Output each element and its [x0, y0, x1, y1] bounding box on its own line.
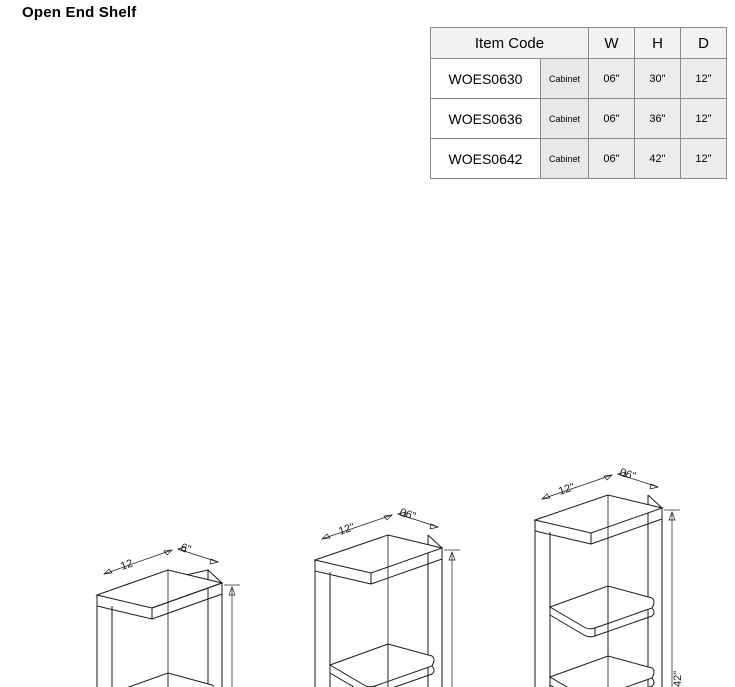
drawing-open-end-shelf-42	[535, 466, 684, 687]
dim-height-label-3: 42"	[672, 670, 684, 687]
table-row	[431, 59, 727, 99]
dim-width-label-1: 6"	[179, 541, 193, 556]
cell-width: 06"	[589, 139, 635, 179]
cell-item-type: Cabinet	[541, 99, 589, 139]
column-header-h: H	[635, 28, 681, 59]
table-row	[431, 139, 727, 179]
page-title: Open End Shelf	[22, 4, 137, 21]
cell-width: 06"	[589, 99, 635, 139]
cell-depth: 12"	[681, 139, 727, 179]
cell-item-type: Cabinet	[541, 139, 589, 179]
table-header-row	[431, 28, 727, 59]
cell-width: 06"	[589, 59, 635, 99]
spec-table	[430, 27, 727, 179]
column-header-w: W	[589, 28, 635, 59]
dim-depth-label-2: 12"	[337, 521, 357, 538]
cell-item-code: WOES0630	[431, 59, 541, 99]
dim-depth-label-3: 12"	[557, 481, 577, 498]
drawing-open-end-shelf-30	[97, 541, 244, 687]
cell-item-code: WOES0642	[431, 139, 541, 179]
cell-item-code: WOES0636	[431, 99, 541, 139]
cell-height: 36"	[635, 99, 681, 139]
cell-height: 42"	[635, 139, 681, 179]
column-header-item-code: Item Code	[431, 28, 589, 59]
table-row	[431, 99, 727, 139]
dim-width-label-2: 06"	[398, 506, 418, 523]
cell-depth: 12"	[681, 99, 727, 139]
column-header-d: D	[681, 28, 727, 59]
drawings-area	[0, 225, 735, 687]
cell-item-type: Cabinet	[541, 59, 589, 99]
dim-width-label-3: 06"	[618, 466, 638, 483]
drawing-open-end-shelf-36	[315, 506, 464, 687]
cell-depth: 12"	[681, 59, 727, 99]
dim-depth-label-1: 12	[119, 557, 135, 573]
cell-height: 30"	[635, 59, 681, 99]
